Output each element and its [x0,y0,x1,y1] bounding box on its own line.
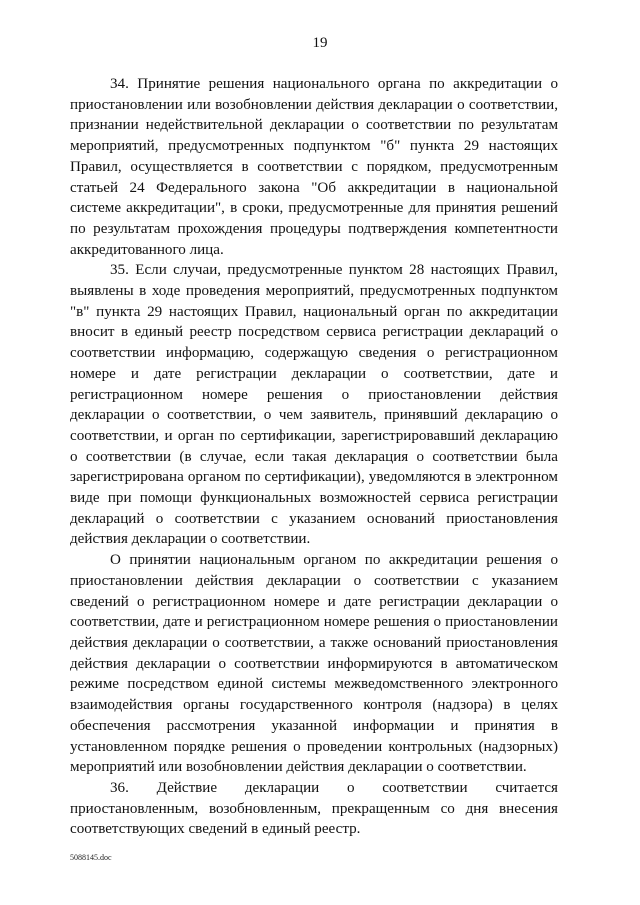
page-number: 19 [312,35,328,51]
paragraph-35: 35. Если случаи, предусмотренные пунктом 28 настоящих Правил, выявлены в ходе проведения мероприятий, предусмотренных подпунктом "в" пункта 29 настоящих Правил, национальный орган по аккредитации вносит в единый реестр посредством сервиса регистрации деклараций о соответствии информацию, содержащую сведения о регистрационном номере и дате регистрации декларации о соответствии, дате и регистрационном номере решения о приостановлении действия декларации о соответствии, о чем заявитель, принявший декларацию о соответствии, и орган по сертификации, зарегистрировавший декларацию о соответствии (в случае, если такая декларация о соответствии была зарегистрирована органом по сертификации), уведомляются в электронном виде при помощи функциональных возможностей сервиса регистрации деклараций о соответствии с указанием оснований приостановления действия декларации о соответствии. [70,262,558,548]
paragraph-36: 36. Действие декларации о соответствии считается приостановленным, возобновленным, прекращенным со дня внесения соответствующих сведений в единый реестр. [70,779,558,838]
body-text [70,74,558,840]
paragraph-35-continuation: О принятии национальным органом по аккредитации решения о приостановлении действия декларации о соответствии с указанием сведений о регистрационном номере и дате регистрации декларации о соответствии, дате и регистрационном номере решения о приостановлении действия декларации о соответствии, а также оснований приостановления действия декларации о соответствии информируются в автоматическом режиме посредством единой системы межведомственного электронного взаимодействия органы государственного контроля (надзора) в целях обеспечения рассмотрения указанной информации и принятия в установленном порядке решения о проведении контрольных (надзорных) мероприятий или возобновлении действия декларации о соответствии. [70,552,558,776]
document-file-id: 5088145.doc [70,853,112,862]
paragraph-34: 34. Принятие решения национального органа по аккредитации о приостановлении или возобновлении действия декларации о соответствии, признании недействительной декларации о соответствии по результатам мероприятий, предусмотренных подпунктом "б" пункта 29 настоящих Правил, осуществляется в соответствии с порядком, предусмотренным статьей 24 Федерального закона "Об аккредитации в национальной системе аккредитации", в сроки, предусмотренные для принятия решений по результатам прохождения процедуры подтверждения компетентности аккредитованного лица. [70,76,558,258]
